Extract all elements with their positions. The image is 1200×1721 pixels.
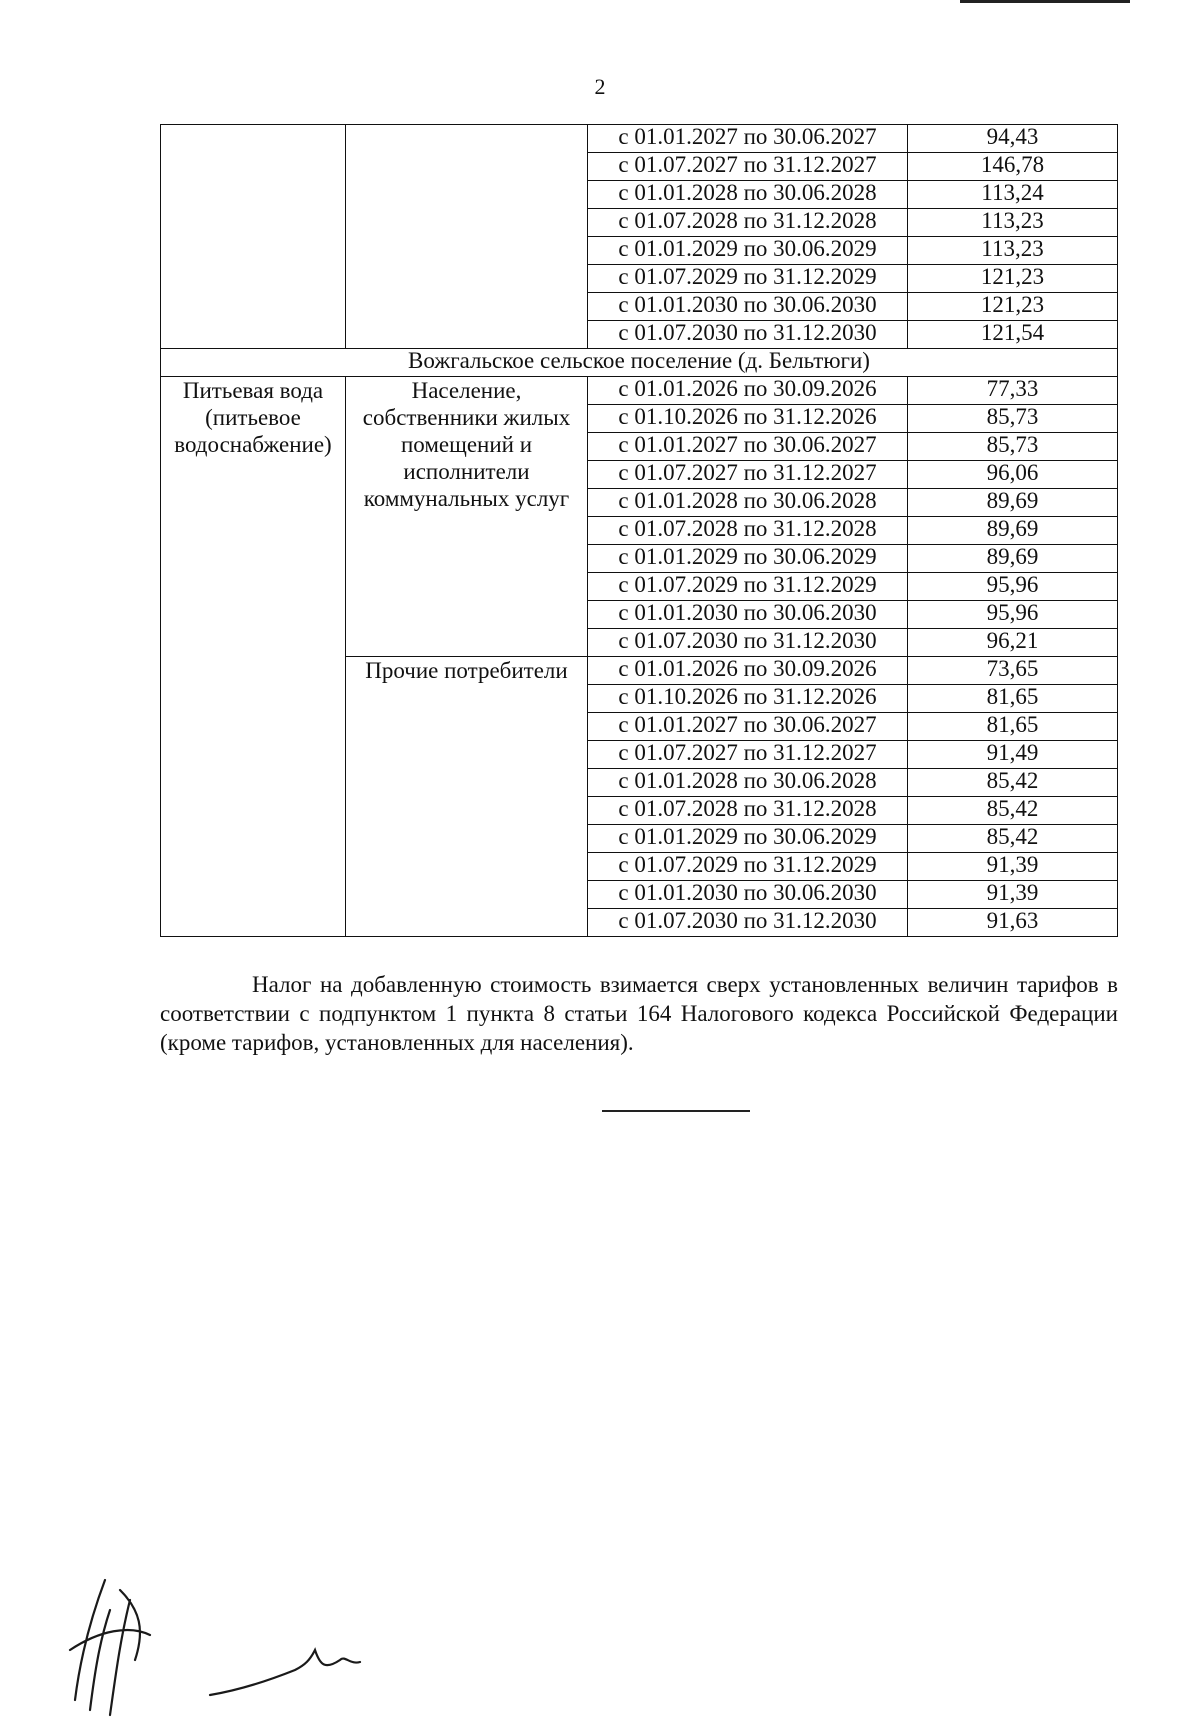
value-cell: 96,06 (908, 461, 1118, 489)
period-cell: с 01.01.2027 по 30.06.2027 (588, 433, 908, 461)
period-cell: с 01.07.2029 по 31.12.2029 (588, 573, 908, 601)
service-cell: Питьевая вода (питьевое водоснабжение) (161, 377, 346, 937)
value-cell: 85,73 (908, 433, 1118, 461)
period-cell: с 01.07.2027 по 31.12.2027 (588, 741, 908, 769)
period-cell: с 01.01.2028 по 30.06.2028 (588, 181, 908, 209)
value-cell: 85,42 (908, 769, 1118, 797)
value-cell: 94,43 (908, 125, 1118, 153)
value-cell: 121,54 (908, 321, 1118, 349)
value-cell: 146,78 (908, 153, 1118, 181)
value-cell: 113,23 (908, 237, 1118, 265)
table-row (161, 125, 1118, 153)
value-cell: 89,69 (908, 545, 1118, 573)
vat-note: Налог на добавленную стоимость взимается сверх установленных величин тарифов в соответствии с подпунктом 1 пункта 8 статьи 164 Налогового кодекса Российской Федерации (кроме тарифов, установленных для населения). (160, 972, 1118, 1055)
value-cell: 89,69 (908, 517, 1118, 545)
value-cell: 85,42 (908, 797, 1118, 825)
period-cell: с 01.07.2028 по 31.12.2028 (588, 797, 908, 825)
value-cell: 95,96 (908, 601, 1118, 629)
period-cell: с 01.10.2026 по 31.12.2026 (588, 405, 908, 433)
value-cell: 95,96 (908, 573, 1118, 601)
period-cell: с 01.01.2026 по 30.09.2026 (588, 377, 908, 405)
period-cell: с 01.07.2028 по 31.12.2028 (588, 517, 908, 545)
section-title: Вожгальское сельское поселение (д. Бельтюги) (161, 349, 1118, 377)
value-cell: 121,23 (908, 293, 1118, 321)
table-row (161, 349, 1118, 377)
period-cell: с 01.01.2029 по 30.06.2029 (588, 237, 908, 265)
period-cell: с 01.07.2027 по 31.12.2027 (588, 153, 908, 181)
value-cell: 81,65 (908, 685, 1118, 713)
period-cell: с 01.07.2029 по 31.12.2029 (588, 265, 908, 293)
value-cell: 91,39 (908, 881, 1118, 909)
period-cell: с 01.07.2027 по 31.12.2027 (588, 461, 908, 489)
period-cell: с 01.01.2030 по 30.06.2030 (588, 293, 908, 321)
value-cell: 121,23 (908, 265, 1118, 293)
value-cell: 89,69 (908, 489, 1118, 517)
period-cell: с 01.01.2029 по 30.06.2029 (588, 545, 908, 573)
value-cell: 91,49 (908, 741, 1118, 769)
value-cell: 73,65 (908, 657, 1118, 685)
period-cell: с 01.01.2030 по 30.06.2030 (588, 881, 908, 909)
value-cell: 85,42 (908, 825, 1118, 853)
value-cell: 85,73 (908, 405, 1118, 433)
value-cell: 113,23 (908, 209, 1118, 237)
tariff-table (160, 124, 1118, 937)
period-cell: с 01.07.2030 по 31.12.2030 (588, 909, 908, 937)
period-cell: с 01.01.2027 по 30.06.2027 (588, 125, 908, 153)
value-cell: 91,39 (908, 853, 1118, 881)
page-number: 2 (594, 74, 606, 99)
value-cell: 81,65 (908, 713, 1118, 741)
tariff-table-body (161, 125, 1118, 937)
end-rule (602, 1110, 750, 1112)
period-cell: с 01.07.2029 по 31.12.2029 (588, 853, 908, 881)
period-cell: с 01.07.2030 по 31.12.2030 (588, 629, 908, 657)
consumer-cell-continued (346, 125, 588, 349)
period-cell: с 01.01.2028 по 30.06.2028 (588, 769, 908, 797)
period-cell: с 01.10.2026 по 31.12.2026 (588, 685, 908, 713)
service-cell-continued (161, 125, 346, 349)
period-cell: с 01.07.2030 по 31.12.2030 (588, 321, 908, 349)
top-rule (960, 0, 1130, 3)
value-cell: 96,21 (908, 629, 1118, 657)
period-cell: с 01.01.2030 по 30.06.2030 (588, 601, 908, 629)
period-cell: с 01.01.2028 по 30.06.2028 (588, 489, 908, 517)
consumer-cell: Население, собственники жилых помещений и исполнители коммунальных услуг (346, 377, 588, 657)
period-cell: с 01.01.2029 по 30.06.2029 (588, 825, 908, 853)
period-cell: с 01.07.2028 по 31.12.2028 (588, 209, 908, 237)
handwritten-signature (60, 1570, 380, 1720)
value-cell: 91,63 (908, 909, 1118, 937)
table-row (161, 377, 1118, 405)
period-cell: с 01.01.2026 по 30.09.2026 (588, 657, 908, 685)
value-cell: 113,24 (908, 181, 1118, 209)
value-cell: 77,33 (908, 377, 1118, 405)
consumer-cell: Прочие потребители (346, 657, 588, 937)
period-cell: с 01.01.2027 по 30.06.2027 (588, 713, 908, 741)
